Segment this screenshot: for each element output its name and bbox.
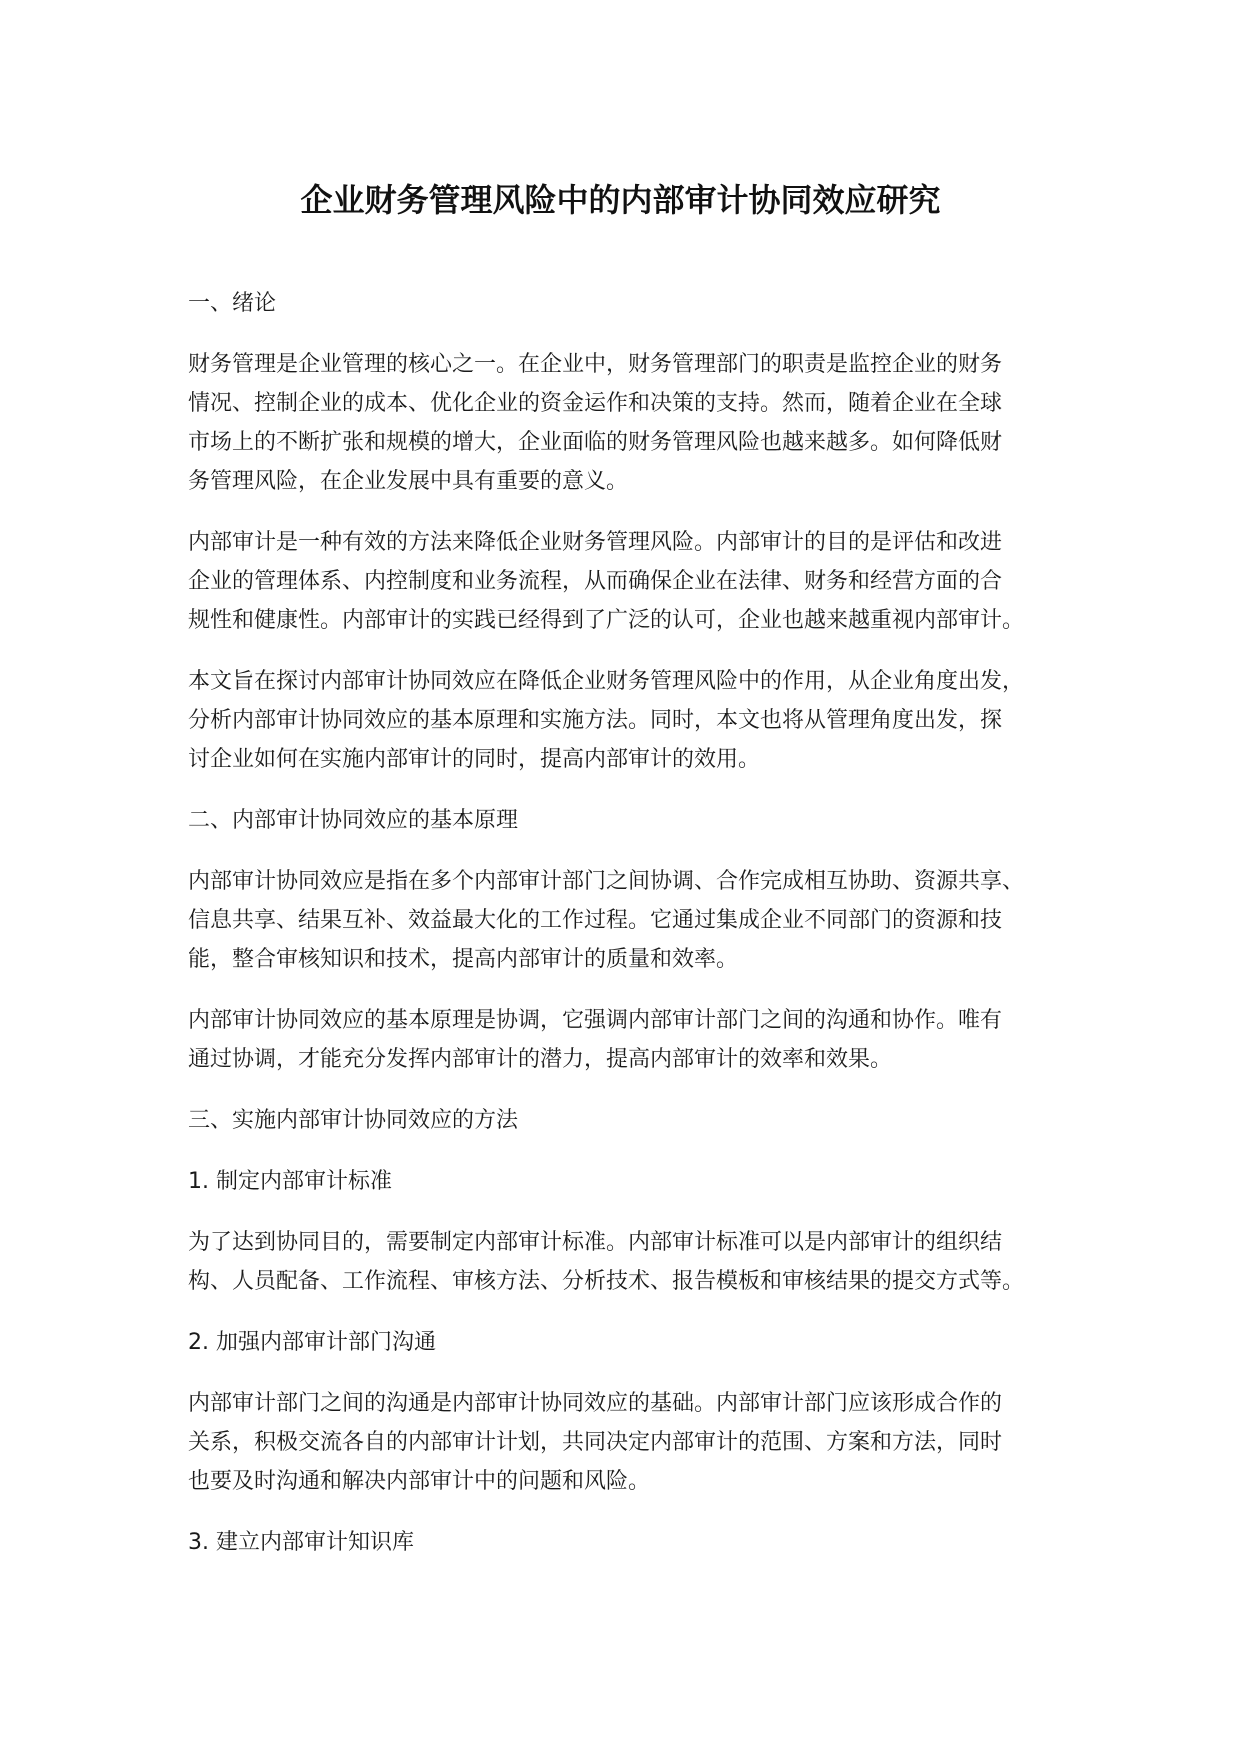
document-body <box>188 284 1078 1584</box>
paragraph <box>188 1384 1078 1501</box>
section-heading: 2. 加强内部审计部门沟通 <box>188 1330 436 1355</box>
paragraph-line: 构、人员配备、工作流程、审核方法、分析技术、报告模板和审核结果的提交方式等。 <box>188 1269 1025 1294</box>
paragraph-line: 市场上的不断扩张和规模的增大，企业面临的财务管理风险也越来越多。如何降低财 <box>188 430 1003 455</box>
paragraph-line: 内部审计部门之间的沟通是内部审计协同效应的基础。内部审计部门应该形成合作的 <box>188 1391 1003 1416</box>
paragraph-line: 讨企业如何在实施内部审计的同时，提高内部审计的效用。 <box>188 747 761 772</box>
paragraph <box>188 523 1078 640</box>
paragraph-line: 也要及时沟通和解决内部审计中的问题和风险。 <box>188 1469 651 1494</box>
paragraph <box>188 345 1078 501</box>
paragraph-line: 情况、控制企业的成本、优化企业的资金运作和决策的支持。然而，随着企业在全球 <box>188 391 1003 416</box>
section-heading: 3. 建立内部审计知识库 <box>188 1530 414 1555</box>
paragraph-line: 务管理风险，在企业发展中具有重要的意义。 <box>188 469 629 494</box>
paragraph <box>188 1223 1078 1301</box>
paragraph-line: 内部审计是一种有效的方法来降低企业财务管理风险。内部审计的目的是评估和改进 <box>188 530 1003 555</box>
paragraph-line: 内部审计协同效应是指在多个内部审计部门之间协调、合作完成相互协助、资源共享、 <box>188 869 1025 894</box>
paragraph-line: 本文旨在探讨内部审计协同效应在降低企业财务管理风险中的作用，从企业角度出发， <box>188 669 1025 694</box>
paragraph <box>188 662 1078 779</box>
document-title: 企业财务管理风险中的内部审计协同效应研究 <box>300 181 941 219</box>
paragraph-line: 财务管理是企业管理的核心之一。在企业中，财务管理部门的职责是监控企业的财务 <box>188 352 1003 377</box>
section-heading: 三、实施内部审计协同效应的方法 <box>188 1108 519 1133</box>
paragraph <box>188 862 1078 979</box>
paragraph-line: 企业的管理体系、内控制度和业务流程，从而确保企业在法律、财务和经营方面的合 <box>188 569 1003 594</box>
section-heading: 一、绪论 <box>188 291 277 316</box>
paragraph <box>188 1001 1078 1079</box>
section-heading: 1. 制定内部审计标准 <box>188 1169 392 1194</box>
paragraph-line: 信息共享、结果互补、效益最大化的工作过程。它通过集成企业不同部门的资源和技 <box>188 908 1003 933</box>
paragraph-line: 为了达到协同目的，需要制定内部审计标准。内部审计标准可以是内部审计的组织结 <box>188 1230 1003 1255</box>
paragraph-line: 分析内部审计协同效应的基本原理和实施方法。同时，本文也将从管理角度出发，探 <box>188 708 1003 733</box>
paragraph-line: 关系，积极交流各自的内部审计计划，共同决定内部审计的范围、方案和方法，同时 <box>188 1430 1003 1455</box>
paragraph-line: 内部审计协同效应的基本原理是协调，它强调内部审计部门之间的沟通和协作。唯有 <box>188 1008 1003 1033</box>
paragraph-line: 通过协调，才能充分发挥内部审计的潜力，提高内部审计的效率和效果。 <box>188 1047 893 1072</box>
paragraph-line: 能，整合审核知识和技术，提高内部审计的质量和效率。 <box>188 947 739 972</box>
section-heading: 二、内部审计协同效应的基本原理 <box>188 808 519 833</box>
paragraph-line: 规性和健康性。内部审计的实践已经得到了广泛的认可，企业也越来越重视内部审计。 <box>188 608 1025 633</box>
